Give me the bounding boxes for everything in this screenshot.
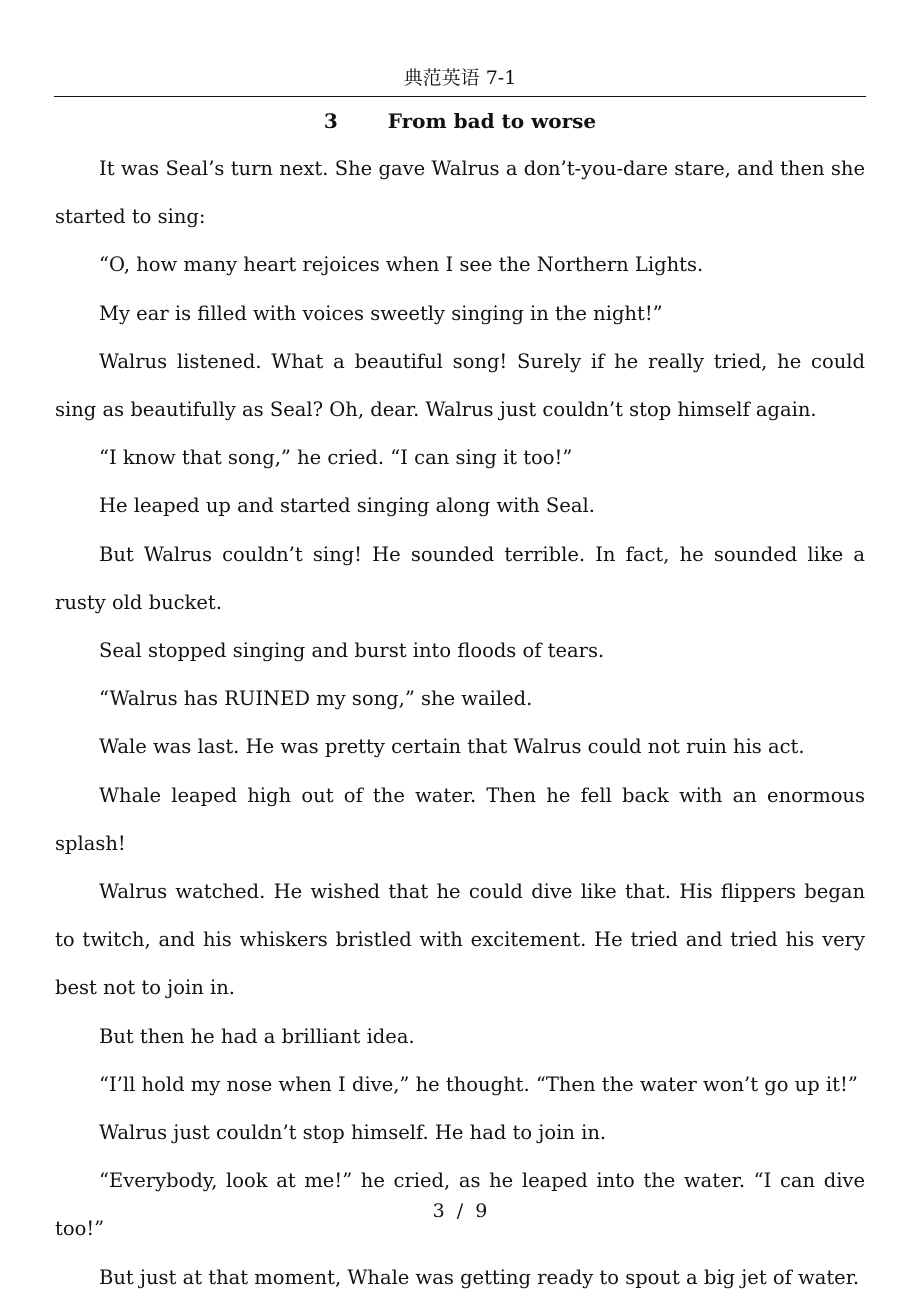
- header-divider: [54, 96, 866, 97]
- story-body: [55, 145, 865, 1302]
- paragraph: “I know that song,” he cried. “I can sing it too!”: [99, 446, 573, 470]
- chapter-number: 3: [323, 109, 338, 133]
- paragraph: Walrus watched. He wished that he could dive like that. His flippers began to twitch, and his whiskers bristled with excitement. He tried and tried his very best not to join in.: [55, 880, 865, 1000]
- paragraph: But Walrus couldn’t sing! He sounded terrible. In fact, he sounded like a rusty old bucket.: [55, 542, 865, 614]
- paragraph: “O, how many heart rejoices when I see the Northern Lights.: [99, 253, 704, 277]
- paragraph: Whale leaped high out of the water. Then he fell back with an enormous splash!: [55, 783, 865, 855]
- paragraph: Seal stopped singing and burst into floods of tears.: [99, 639, 605, 663]
- page-number: 3 / 9: [432, 1200, 488, 1222]
- paragraph: It was Seal’s turn next. She gave Walrus a don’t-you-dare stare, and then she started to sing:: [55, 157, 865, 229]
- paragraph: “I’ll hold my nose when I dive,” he thought. “Then the water won’t go up it!”: [99, 1072, 858, 1096]
- paragraph: He leaped up and started singing along with Seal.: [99, 494, 595, 518]
- paragraph: But then he had a brilliant idea.: [99, 1024, 415, 1048]
- paragraph: Wale was last. He was pretty certain that Walrus could not ruin his act.: [99, 735, 805, 759]
- paragraph: Walrus listened. What a beautiful song! Surely if he really tried, he could sing as beautifully as Seal? Oh, dear. Walrus just couldn’t stop himself again.: [55, 349, 865, 422]
- chapter-title: From bad to worse: [387, 109, 597, 133]
- chapter-heading: [0, 108, 920, 134]
- paragraph: Walrus just couldn’t stop himself. He had to join in.: [99, 1121, 607, 1145]
- paragraph: “Everybody, look at me!” he cried, as he leaped into the water. “I can dive too!”: [55, 1169, 865, 1241]
- page-header: 典范英语 7-1: [403, 67, 517, 89]
- paragraph: My ear is filled with voices sweetly singing in the night!”: [99, 301, 663, 325]
- paragraph: “Walrus has RUINED my song,” she wailed.: [99, 687, 533, 711]
- paragraph: But just at that moment, Whale was getting ready to spout a big jet of water.: [99, 1265, 860, 1289]
